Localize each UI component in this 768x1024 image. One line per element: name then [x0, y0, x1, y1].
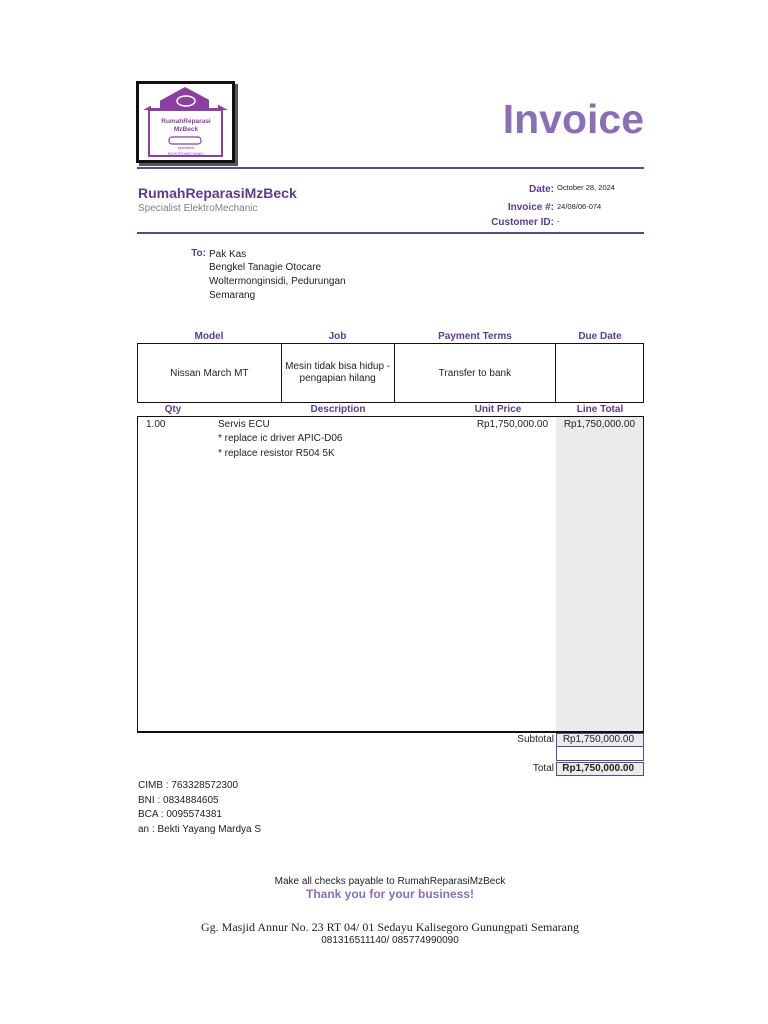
bank-account-line: CIMB : 763328572300	[138, 780, 239, 791]
item-line-total: Rp1,750,000.00	[563, 419, 635, 430]
total-value: Rp1,750,000.00	[556, 762, 644, 776]
total-label: Total	[532, 763, 554, 774]
invoice-title: Invoice	[502, 96, 644, 142]
footer-phone: 081316511140/ 085774990090	[321, 935, 459, 946]
col-header-qty: Qty	[164, 404, 182, 415]
col-header-model: Model	[194, 331, 224, 342]
blank-total-row	[556, 747, 644, 761]
model-cell: Nissan March MT	[138, 344, 282, 403]
col-header-line-total: Line Total	[576, 404, 624, 415]
job-line: Mesin tidak bisa hidup -	[285, 361, 391, 372]
col-header-unit-price: Unit Price	[474, 404, 522, 415]
subtotal-value: Rp1,750,000.00	[556, 733, 644, 747]
job-cell	[281, 344, 394, 403]
job-line: pengapian hilang	[299, 373, 376, 384]
meta-divider	[137, 232, 644, 234]
checks-payable-note: Make all checks payable to RumahReparasiMzBeck	[274, 876, 506, 887]
invoice-number-value: 24/08/06-074	[557, 202, 602, 211]
footer-address: Gg. Masjid Annur No. 23 RT 04/ 01 Sedayu Kalisegoro Gunungpati Semarang	[200, 920, 580, 934]
date-value: October 28, 2024	[557, 183, 615, 192]
bank-account-line: an : Bekti Yayang Mardya S	[138, 824, 262, 835]
item-description: * replace resistor R504 5K	[218, 448, 335, 459]
col-header-due-date: Due Date	[578, 331, 622, 342]
customer-id-value: -	[557, 217, 560, 226]
date-label: Date:	[528, 184, 554, 195]
logo-house-icon	[139, 84, 232, 160]
header-divider	[137, 167, 644, 169]
svg-text:spesialist: spesialist	[177, 145, 195, 150]
invoice-number-label: Invoice #:	[507, 202, 554, 213]
item-description: * replace ic driver APIC-D06	[218, 433, 343, 444]
to-label: To:	[191, 248, 206, 259]
bank-account-line: BCA : 0095574381	[138, 809, 222, 820]
line-items-table	[137, 416, 644, 733]
recipient-line: Semarang	[209, 290, 256, 301]
bank-account-line: BNI : 0834884605	[138, 795, 219, 806]
customer-id-label: Customer ID:	[491, 217, 554, 228]
recipient-line: Bengkel Tanagie Otocare	[209, 262, 322, 273]
recipient-line: Woltermonginsidi, Pedurungan	[209, 276, 346, 287]
item-description: Servis ECU	[218, 419, 270, 430]
company-logo	[136, 81, 235, 163]
company-name: RumahReparasiMzBeck	[138, 185, 297, 201]
svg-text:RumahReparasi: RumahReparasi	[161, 118, 211, 125]
terms-table	[137, 343, 644, 403]
company-tagline: Specialist ElektroMechanic	[138, 203, 258, 214]
due-date-cell	[556, 344, 644, 403]
item-unit-price: Rp1,750,000.00	[476, 419, 548, 430]
svg-text:MzBeck: MzBeck	[173, 126, 199, 133]
svg-text:ELEKTROMECHANIC: ELEKTROMECHANIC	[168, 152, 204, 156]
col-header-job: Job	[328, 331, 347, 342]
col-header-description: Description	[310, 404, 366, 415]
payment-terms-cell: Transfer to bank	[394, 344, 556, 403]
subtotal-label: Subtotal	[517, 734, 554, 745]
thank-you-message: Thank you for your business!	[305, 887, 475, 901]
recipient-line: Pak Kas	[209, 249, 247, 260]
col-header-payment-terms: Payment Terms	[438, 331, 512, 342]
item-qty: 1.00	[146, 419, 166, 430]
